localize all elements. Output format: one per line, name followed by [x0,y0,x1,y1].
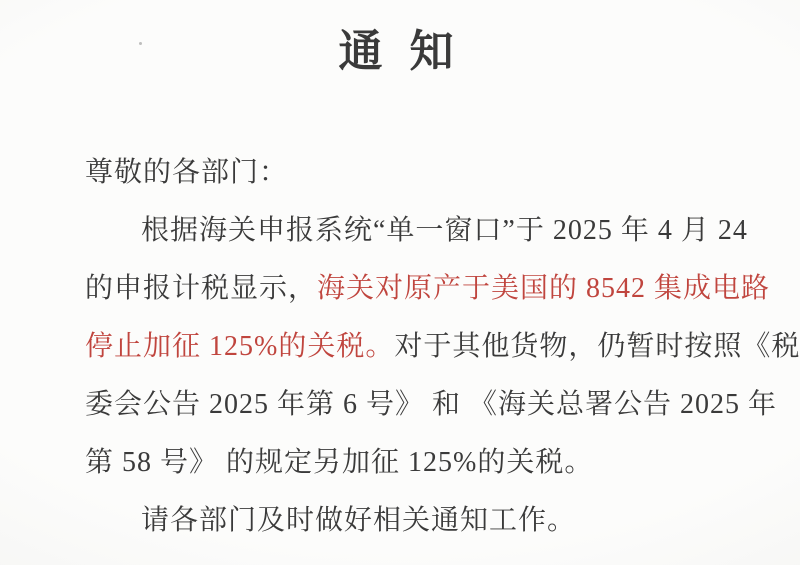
body-line-3-black-text: 对于其他货物，仍暂时按照《税 [394,331,800,363]
body-line-3-red-highlight-text: 停止加征 125%的关税。 [85,331,395,363]
body-line-3 [85,318,800,376]
body-line-5: 第 58 号》 的规定另加征 125%的关税。 [85,447,594,479]
body-line-1: 根据海关申报系统“单一窗口”于 2025 年 4 月 24 [141,215,748,247]
paper-speck [139,42,142,45]
closing-line: 请各部门及时做好相关通知工作。 [141,505,577,537]
body-line-2-red-highlight-text: 海关对原产于美国的 8542 集成电路 [317,273,771,305]
body-line-2 [85,260,771,318]
document-body [85,144,800,550]
body-line-2-black-text: 的申报计税显示， [85,273,318,305]
salutation: 尊敬的各部门： [85,157,289,189]
body-line-4: 委会公告 2025 年第 6 号》 和 《海关总署公告 2025 年 [85,389,778,421]
document-title: 通 知 [338,27,462,76]
